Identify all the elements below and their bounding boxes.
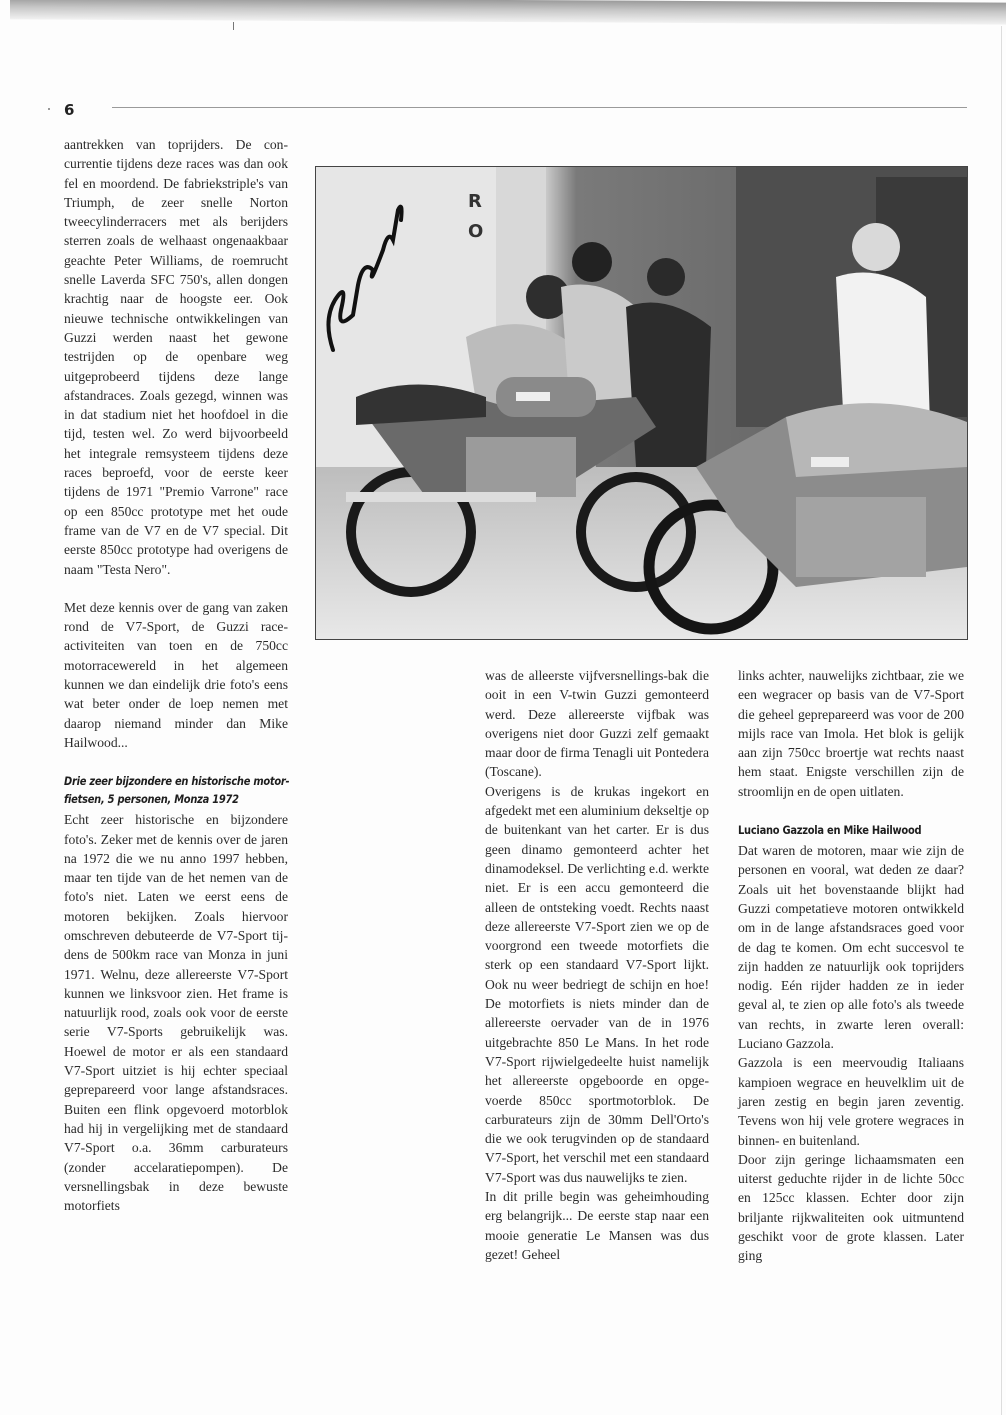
column-1: [64, 135, 288, 1215]
paragraph: aantrekken van toprijders. De concurrentie tijdens deze races was dan ook fel en moordend. De fabriekstriple's van Triumph, de zeer snelle Norton tweecylinderracers met als berijders sterren zoals de welhaast ongenaakbaar geachte Peter Williams, de roemrucht snelle Laverda SFC 750's, allen dongen krachtig naar de hoogste eer. Ook nieuwe technische ontwikkelingen van Guzzi werden naast het gewone testrijden op de openbare weg uitgeprobeerd tijdens deze lange afstandraces. Zoals gezegd, winnen was in dat stadium niet het hoofdoel in die tijd, testen wel. Zo werd bijvoorbeeld het integrale remsysteem tijdens deze races beproefd, voor de eerste keer tijdens de 1971 "Premio Varrone" race op een 850cc prototype met het oude frame van de V7 en de V7 special. Dit eerste 850cc prototype had overigens de naam "Testa Nero".: [64, 137, 288, 577]
subheading: Drie zeer bijzondere en historische motorfietsen, 5 personen, Monza 1972: [64, 774, 290, 807]
svg-text:O: O: [468, 221, 484, 242]
scan-edge-shadow: [10, 0, 1006, 25]
paragraph: In dit prille begin was geheimhouding erg belangrijk... De eerste stap naar een mooie generatie Le Mansen was dus gezet! Geheel: [485, 1189, 709, 1262]
paragraph: Door zijn geringe lichaamsmaten een uiterst geduchte rijder in de lichte 50cc en 125cc klassen. Echter door zijn briljante rijkwaliteiten ook uitmuntend geschikt voor de grote klassen. Later ging: [738, 1151, 964, 1264]
header-rule: [112, 107, 967, 108]
scan-mark: [233, 22, 234, 30]
tank-badge: [516, 392, 550, 401]
paragraph: was de alleerste vijfversnellings-bak die ooit in een V-twin Guzzi gemonteerd werd. Deze allereerste vijfbak was overigens niet door Guzzi zelf gemaakt maar door de firma Tenagli uit Pontedera (Toscane).: [485, 668, 709, 780]
paragraph: Gazzola is een meervoudig Italiaans kampioen wegrace en heuvelklim uit de jaren zestig en begin jaren zeventig. Tevens won hij vele grotere wegraces in binnen- en buitenland.: [738, 1055, 964, 1148]
subheading: Luciano Gazzola en Mike Hailwood: [738, 823, 922, 838]
paragraph: Echt zeer historische en bijzondere foto's. Zeker met de kennis over de jaren na 1972 die we nu anno 1997 hebben, maar ten tijde van de het nemen van de foto's niet. Laten we eerst eens de motoren bekijken. Zoals hiervoor omschreven debuteerde de V7-Sport tijdens de 500km race van Monza in juni 1971. Welnu, deze allereerste V7-Sport kunnen we linksvoor zien. Het frame is natuurlijk rood, zoals ook voor de eerste serie V7-Sports gebruikelijk was. Hoewel de motor er als een standaard V7-Sport uitziet is hij echter speciaal geprepareerd voor lange afstandsraces. Buiten een flink opgevoerd motorblok had hij in vergelijking met de standaard V7-Sport o.a. 36mm carburateurs (zonder accelaratiepompen). De versnellingsbak in deze bewuste motorfiets: [64, 812, 288, 1214]
page-dot: [48, 108, 50, 110]
background-sign: R: [468, 191, 482, 212]
column-3: [738, 666, 964, 1266]
paragraph: Overigens is de krukas ingekort en afgedekt met een aluminium dekseltje op de buitenkant van het carter. Er is dus geen dinamo gemonteerd achter het dinamodeksel. De verlichting e.d. werkte niet. Er is een accu gemonteerd die alleen de ontsteking voedt. Rechts naast deze allereerste V7-Sport zien we op de voorgrond een tweede motorfiets die sterk op een standaard V7-Sport lijkt. Ook nu weer bedriegt de schijn en hoe! De motorfiets is niets minder dan de allereerste oervader van de in 1976 uitgebrachte 850 Le Mans. In het rode V7-Sport rijwielgedeelte huist namelijk het allereerste opgeboorde en opgevoerde 850cc sportmotorblok. De carburateurs zijn de 30mm Dell'Orto's die we ook terugvinden op de standaard V7-Sport, het verschil met een standaard V7-Sport was dus nauwelijks te zien.: [485, 783, 709, 1185]
paragraph: Met deze kennis over de gang van zaken rond de V7-Sport, de Guzzi race-activiteiten van toen en de 750cc motorracewereld in het algemeen kunnen we dan eindelijk drie foto's eens wat beter onder de loep nemen met daarop niemand minder dan Mike Hailwood...: [64, 599, 288, 750]
paragraph: Dat waren de motoren, maar wie zijn de personen en vooral, wat deden ze daar? Zoals uit het bovenstaande blijkt had Guzzi competatieve motoren ontwikkeld om in de lange afstandsraces goed voor de dag te komen. Om echt succesvol te zijn hadden ze natuurlijk ook toprijders nodig. Eén rijder hadden ze in ieder geval al, te zien op alle foto's als tweede van rechts, in zwarte leren overall: Luciano Gazzola.: [738, 843, 964, 1052]
autograph-signature: [313, 190, 413, 370]
page-edge: [1001, 26, 1002, 1415]
photo-illustration: [316, 167, 967, 639]
tank-badge: [811, 457, 849, 467]
page-number: 6: [64, 101, 75, 119]
paragraph: links achter, nauwelijks zichtbaar, zie we een wegracer op basis van de V7-Sport die geheel geprepareerd was voor de 200 mijls race van Imola. Het blok is gelijk aan zijn 750cc broertje wat rechts naast hem staat. Enigste verschillen zijn de stroomlijn en de open uitlaten.: [738, 668, 964, 799]
column-2: [485, 666, 709, 1264]
